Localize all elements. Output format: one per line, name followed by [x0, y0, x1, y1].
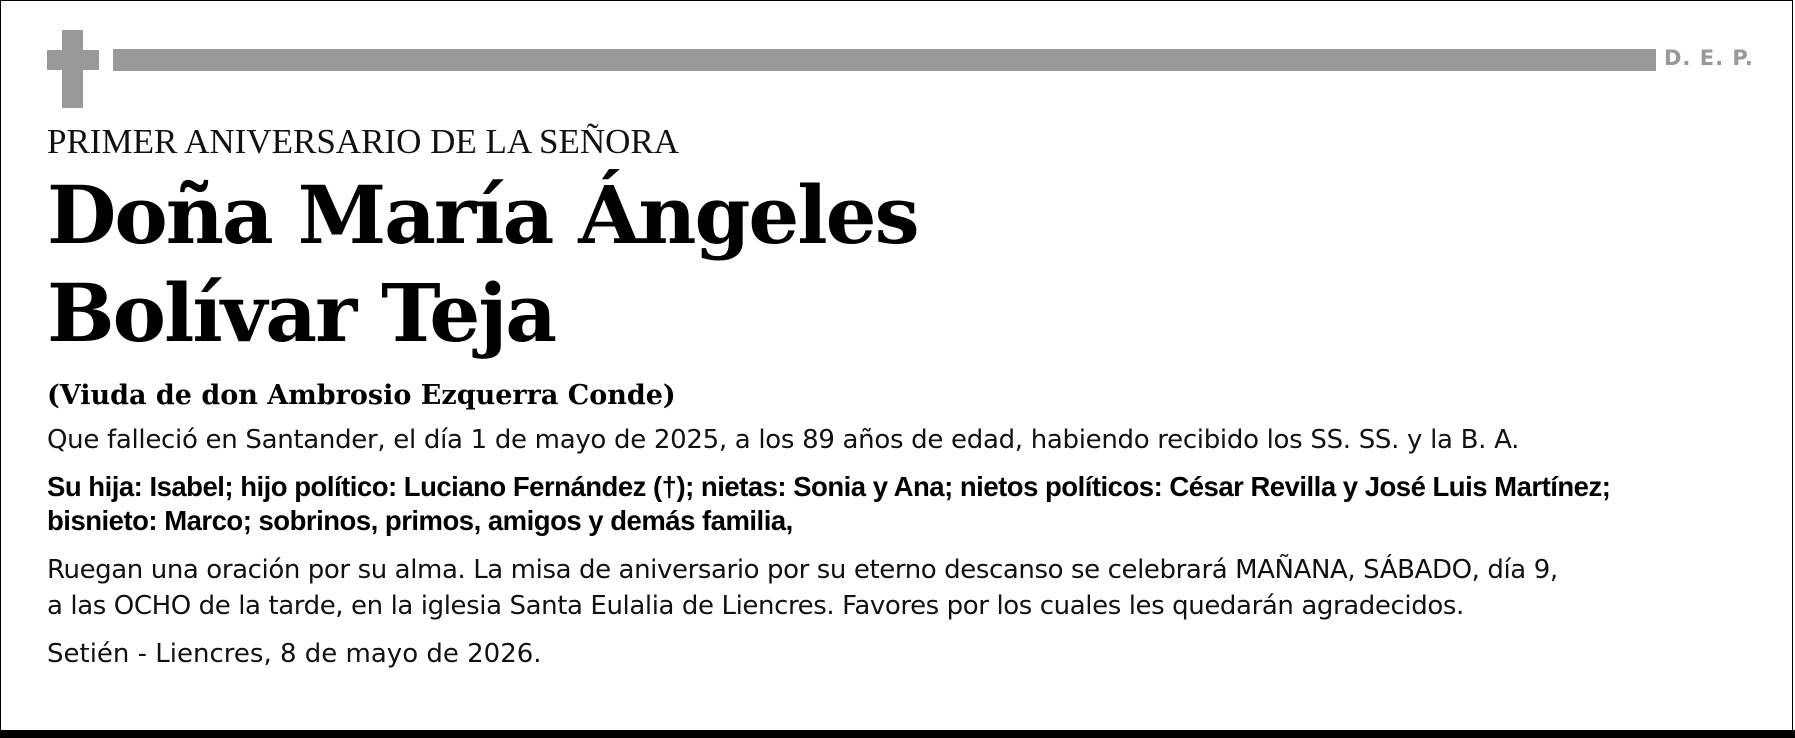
mass-info — [47, 552, 1767, 624]
family-line-1: Su hija: Isabel; hijo político: Luciano Fernández (†); nietas: Sonia y Ana; nietos políticos: César Revilla y José Luis Martínez; — [47, 471, 1611, 502]
mass-line-2: a las OCHO de la tarde, en la iglesia Santa Eulalia de Liencres. Favores por los cuales les quedarán agradecidos. — [47, 591, 1464, 621]
family-list — [47, 470, 1767, 538]
notice-content — [47, 120, 1767, 672]
header-rule — [113, 49, 1656, 71]
deceased-name — [47, 166, 1767, 362]
deceased-name-line-2: Bolívar Teja — [47, 266, 556, 360]
widow-of: (Viuda de don Ambrosio Ezquerra Conde) — [47, 380, 676, 411]
death-info: Que falleció en Santander, el día 1 de mayo de 2025, a los 89 años de edad, habiendo recibido los SS. SS. y la B. A. — [47, 425, 1520, 455]
notice-subtitle: PRIMER ANIVERSARIO DE LA SEÑORA — [47, 122, 679, 161]
mass-line-1: Ruegan una oración por su alma. La misa de aniversario por su eterno descanso se celebrará MAÑANA, SÁBADO, día 9, — [47, 555, 1558, 585]
deceased-name-line-1: Doña María Ángeles — [47, 168, 918, 262]
dep-label: D. E. P. — [1664, 46, 1754, 70]
cross-icon — [47, 30, 99, 108]
place-date: Setién - Liencres, 8 de mayo de 2026. — [47, 639, 542, 669]
family-line-2: bisnieto: Marco; sobrinos, primos, amigos y demás familia, — [47, 505, 793, 536]
bottom-border — [0, 730, 1795, 738]
